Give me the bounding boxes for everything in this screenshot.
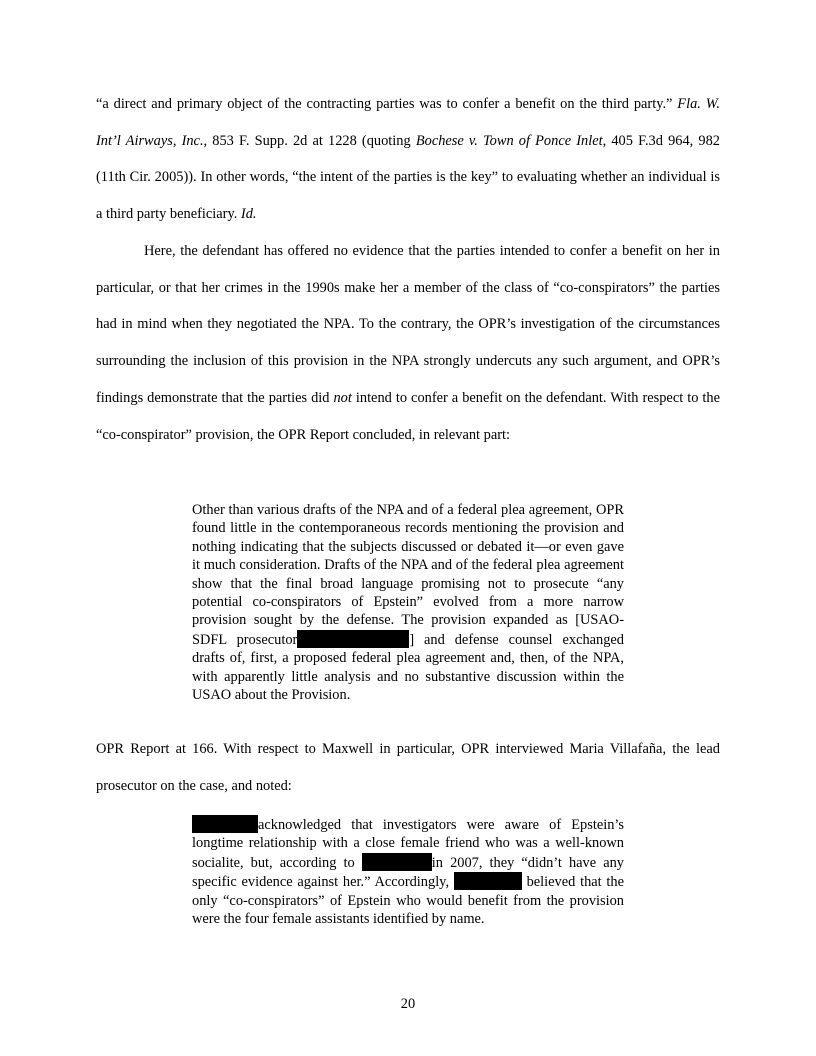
paragraph-1 [96,86,720,233]
paragraph-3 [96,731,720,804]
quote2-text-2: in 2007, they “didn’t have any specific evidence against her.” Accordingly, [192,854,624,891]
paragraph-2 [96,233,720,453]
para1-text-1: “a direct and primary object of the contracting parties was to confer a benefit on the third party.” [96,96,673,112]
case-citation: Fla. W. Int’l Airways, Inc. [96,96,720,149]
para1-text-2: , 853 F. Supp. 2d at 1228 (quoting [203,132,416,149]
quote2-text-3: believed that the only “co-conspirators” of Epstein who would benefit from the provision were the four female assistants identified by name. [192,874,624,928]
redaction-box [297,630,409,648]
para1-text-3: , 405 F.3d 964, 982 (11th Cir. 2005)). In other words, “the intent of the parties is the key” to evaluating whether an individual is a third party beneficiary. [96,132,720,223]
redaction-box [192,815,258,833]
id-citation: Id. [240,206,257,223]
quote1-text-2: ] and defense counsel exchanged drafts of, first, a proposed federal plea agreement and, then, of the NPA, with apparently little analysis and no substantive discussion within the USAO about the Provision. [192,631,625,704]
para2-text-2: intend to confer a benefit on the defendant. With respect to the “co-conspirator” provision, the OPR Report concluded, in relevant part: [96,389,720,443]
block-quote-1 [192,501,624,704]
para2-text-1: Here, the defendant has offered no evidence that the parties intended to confer a benefit on her in particular, or that her crimes in the 1990s make her a member of the class of “co-conspirators” the parties had in mind when they negotiated the NPA. To the contrary, the OPR’s investigation of the circumstances surrounding the inclusion of this provision in the NPA strongly undercuts any such argument, and OPR’s findings demonstrate that the parties did [96,243,720,406]
para2-emphasis: not [333,389,352,406]
redaction-box [454,872,522,890]
page-number: 20 [400,996,416,1012]
redaction-box [362,853,432,871]
case-citation-quoted: Bochese v. Town of Ponce Inlet [415,132,603,149]
block-quote-2 [192,815,624,928]
para3-text: OPR Report at 166. With respect to Maxwell in particular, OPR interviewed Maria Villafaña, the lead prosecutor on the case, and noted: [96,741,720,794]
quote1-text-1: Other than various drafts of the NPA and of a federal plea agreement, OPR found little in the contemporaneous records mentioning the provision and nothing indicating that the subjects discussed or debated it—or even gave it much consideration. Drafts of the NPA and of the federal plea agreement show that the final broad language promising not to prosecute “any potential co-conspirators of Epstein” evolved from a more narrow provision sought by the defense. The provision expanded as [USAO-SDFL prosecutor [192,502,624,648]
quote2-text-1: acknowledged that investigators were aware of Epstein’s longtime relationship with a close female friend who was a well-known socialite, but, according to [192,817,624,871]
